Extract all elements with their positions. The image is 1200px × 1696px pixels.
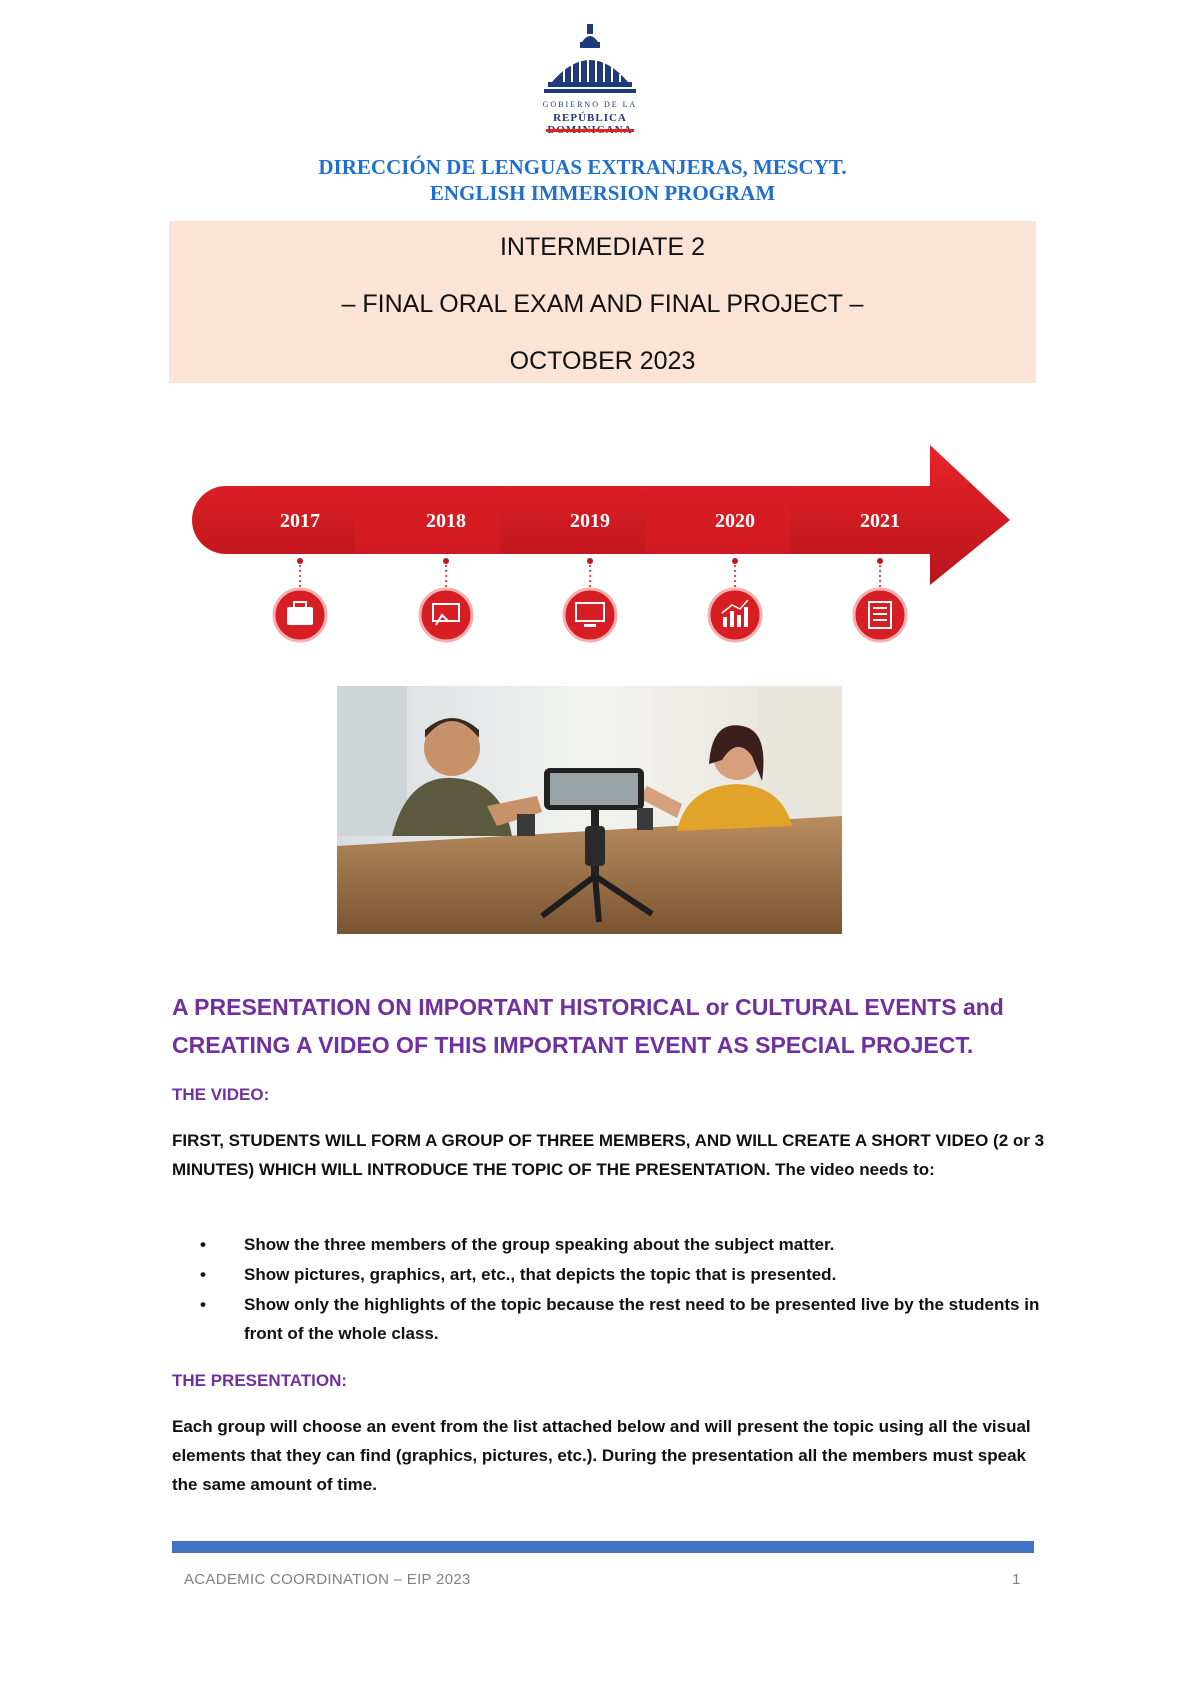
timeline-year-2019: 2019 xyxy=(570,510,610,532)
document-icon xyxy=(854,589,906,641)
briefcase-icon xyxy=(274,589,326,641)
presentation-icon xyxy=(420,589,472,641)
bar-chart-icon xyxy=(709,589,761,641)
program-name: ENGLISH IMMERSION PROGRAM xyxy=(429,181,776,205)
timeline-year-2021: 2021 xyxy=(860,510,900,532)
logo-underline xyxy=(546,129,634,132)
presentation-section-label: THE PRESENTATION: xyxy=(172,1371,348,1390)
exam-date: OCTOBER 2023 xyxy=(509,347,696,375)
list-item: • Show pictures, graphics, art, etc., that depicts the topic that is presented. xyxy=(200,1260,1050,1289)
list-item: • Show only the highlights of the topic because the rest need to be presented live by the students in front of the whole class. xyxy=(200,1290,1050,1348)
department-header xyxy=(0,154,1165,206)
timeline-year-2018: 2018 xyxy=(426,510,466,532)
bullet-icon: • xyxy=(200,1295,206,1314)
department-name: DIRECCIÓN DE LENGUAS EXTRANJERAS, MESCYT. xyxy=(318,155,847,179)
bullet-icon: • xyxy=(200,1235,206,1254)
video-intro-paragraph: FIRST, STUDENTS WILL FORM A GROUP OF THREE MEMBERS, AND WILL CREATE A SHORT VIDEO (2 or 3 MINUTES) WHICH WILL INTRODUCE THE TOPIC OF THE PRESENTATION. The video needs to: xyxy=(172,1131,1045,1179)
government-logo xyxy=(530,24,650,136)
dome-icon xyxy=(530,24,650,100)
footer-divider xyxy=(172,1541,1034,1553)
timeline-year-2017: 2017 xyxy=(280,510,320,532)
page-number: 1 xyxy=(1012,1571,1021,1588)
podcast-photo xyxy=(337,686,842,934)
logo-text-bottom: REPÚBLICA xyxy=(553,112,627,124)
timeline-year-2020: 2020 xyxy=(715,510,755,532)
monitor-icon xyxy=(564,589,616,641)
level-title: INTERMEDIATE 2 xyxy=(499,233,706,261)
footer-text: ACADEMIC COORDINATION – EIP 2023 xyxy=(184,1571,471,1588)
timeline-graphic xyxy=(190,445,1020,645)
bullet-icon: • xyxy=(200,1265,206,1284)
presentation-paragraph: Each group will choose an event from the list attached below and will present the topic using all the visual elements that they can find (graphics, pictures, etc.). During the presentation all the members must speak the same amount of time. xyxy=(172,1417,1031,1494)
video-section-label: THE VIDEO: xyxy=(172,1085,270,1104)
video-requirements-list xyxy=(200,1230,1050,1349)
logo-text-top: GOBIERNO DE LA xyxy=(542,100,638,109)
list-item: • Show the three members of the group speaking about the subject matter. xyxy=(200,1230,1050,1259)
exam-title: – FINAL ORAL EXAM AND FINAL PROJECT – xyxy=(341,290,864,318)
main-heading: A PRESENTATION ON IMPORTANT HISTORICAL or CULTURAL EVENTS and CREATING A VIDEO OF THIS IMPORTANT EVENT AS SPECIAL PROJECT. xyxy=(172,994,1004,1058)
title-box xyxy=(169,221,1036,383)
